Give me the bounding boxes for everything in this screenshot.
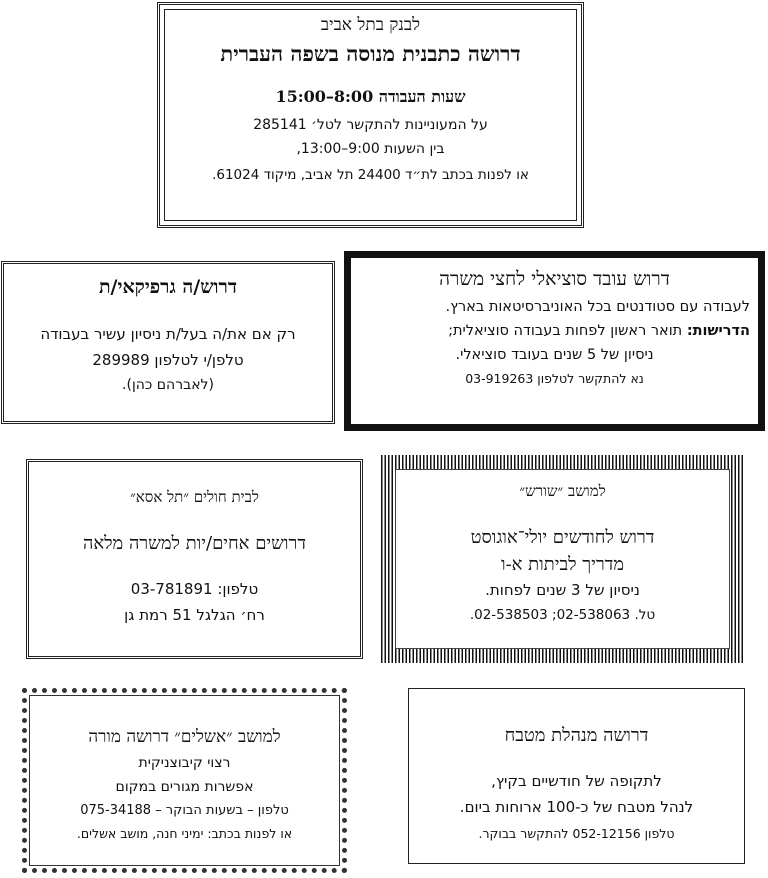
ad1-between: בין השעות 9:00–13:00, xyxy=(296,141,445,157)
ad3-title: דרוש עובד סוציאלי לחצי משרה xyxy=(439,268,670,290)
ad6-line3: טלפון – בשעות הבוקר – 075-34188 xyxy=(80,803,289,818)
ad4-address: רח׳ הגלגל 51 רמת גן xyxy=(124,606,265,624)
ad4-title: דרושים אחים/יות למשרה מלאה xyxy=(82,533,306,554)
ad7-line3: טלפון 052-12156 להתקשר בבוקר. xyxy=(478,826,675,841)
ad3-line3: ניסיון של 5 שנים בעובד סוציאלי. xyxy=(455,347,654,363)
ad2-title: דרוש/ה גרפיקאי/ת xyxy=(98,276,238,298)
ad2-line1: רק אם את/ה בעל/ת ניסיון עשיר בעבודה xyxy=(40,325,296,343)
ad1-recipient: לבנק בתל אביב xyxy=(320,15,421,35)
ad-social-worker xyxy=(344,251,765,431)
ad5-line1: דרוש לחודשים יולי־אוגוסט xyxy=(470,527,655,548)
ad5-line4: טל. 02-538063; 02-538503. xyxy=(469,607,656,623)
ad2-line2: טלפן/י לטלפון 289989 xyxy=(92,351,244,369)
ad4-phone: טלפון: 03-781891 xyxy=(130,580,259,598)
ad-graphic-designer xyxy=(1,261,335,424)
ad2-line3: (לאברהם כהן). xyxy=(122,377,214,393)
ad-bank-typist xyxy=(157,2,584,228)
ad7-title: דרושה מנהלת מטבח xyxy=(504,725,649,746)
ad6-line2: אפשרות מגורים במקום xyxy=(115,779,254,795)
ad5-recipient: למושב ״שורש״ xyxy=(519,482,606,500)
ad7-line2: לנהל מטבח של כ-100 ארוחות ביום. xyxy=(459,798,694,816)
ad-moshav-ashalim xyxy=(22,688,347,873)
ad4-recipient: לבית חולים ״תל אסא״ xyxy=(130,488,259,506)
ad6-line1: רצוי קיבוצניקית xyxy=(138,755,231,771)
ad1-write: או לפנות בכתב לת״ד 24400 תל אביב, מיקוד 61024. xyxy=(212,167,529,183)
ad-moshav-shoresh xyxy=(381,455,744,663)
ad5-inner-panel xyxy=(395,469,730,649)
ad1-contact: על המעוניינות להתקשר לטל׳ 285141 xyxy=(253,117,488,133)
ad6-title: למושב ״אשלים״ דרושה מורה xyxy=(88,727,281,747)
ad3-req-text: תואר ראשון לפחות בעבודה סוציאלית; xyxy=(448,323,687,339)
ad3-req-label: הדרישות: xyxy=(686,323,750,339)
ad3-line4: נא להתקשר לטלפון 03-919263 xyxy=(465,371,644,386)
ad3-line1: לעבודה עם סטודנטים בכל האוניברסיטאות בארץ. xyxy=(445,299,750,315)
ad5-line2: מדריך לביתות א-ו xyxy=(500,554,625,575)
ad7-line1: לתקופה של חודשיים בקיץ, xyxy=(491,772,662,790)
ad1-hours: שעות העבודה 8:00–15:00 xyxy=(275,87,466,106)
ad1-title: דרושה כתבנית מנוסה בשפה העברית xyxy=(220,41,521,66)
ad-hospital-nurses xyxy=(26,459,363,659)
ad-kitchen-manager xyxy=(408,688,745,864)
ad3-requirements xyxy=(359,323,750,339)
ad5-line3: ניסיון של 3 שנים לפחות. xyxy=(485,581,640,599)
ad6-line4: או לפנות בכתב: ימיני חנה, מושב אשלים. xyxy=(76,826,293,841)
